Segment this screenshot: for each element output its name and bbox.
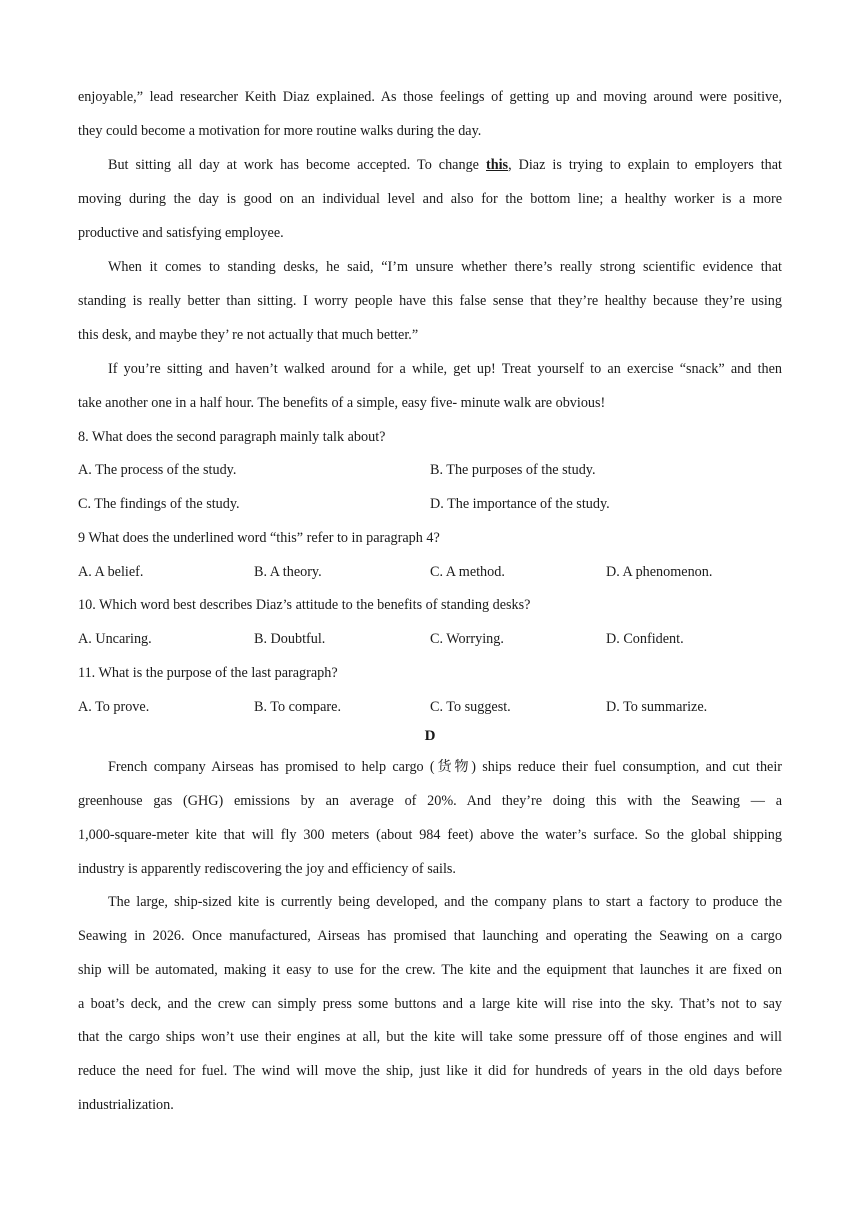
paragraph-line: a boat’s deck, and the crew can simply press some buttons and a large kite will rise into the sky. That’s not to say	[78, 996, 782, 1012]
paragraph-line: ship will be automated, making it easy to use for the crew. The kite and the equipment that launches it are fixed on	[78, 962, 782, 978]
answer-option: A. A belief.	[78, 564, 144, 580]
question-stem: 8. What does the second paragraph mainly talk about?	[78, 429, 386, 445]
question-stem: 9 What does the underlined word “this” refer to in paragraph 4?	[78, 530, 440, 546]
answer-option: A. The process of the study.	[78, 462, 237, 478]
paragraph-line: greenhouse gas (GHG) emissions by an average of 20%. And they’re doing this with the Seawing — a	[78, 793, 782, 809]
paragraph-text: , Diaz is trying to explain to employers that	[508, 157, 782, 173]
paragraph-line: standing is really better than sitting. I worry people have this false sense that they’re healthy because they’re using	[78, 293, 782, 309]
paragraph-line: enjoyable,” lead researcher Keith Diaz explained. As those feelings of getting up and moving around were positive,	[78, 89, 782, 105]
underlined-word-this: this	[485, 157, 509, 173]
answer-option: D. A phenomenon.	[606, 564, 713, 580]
paragraph-line: If you’re sitting and haven’t walked around for a while, get up! Treat yourself to an exercise “snack” and then	[108, 361, 782, 377]
paragraph-line-with-underlined-word	[108, 156, 782, 174]
paragraph-line: When it comes to standing desks, he said, “I’m unsure whether there’s really strong scientific evidence that	[108, 259, 782, 275]
answer-option: B. To compare.	[254, 699, 342, 715]
answer-option: D. Confident.	[606, 631, 684, 647]
question-stem: 10. Which word best describes Diaz’s attitude to the benefits of standing desks?	[78, 597, 531, 613]
paragraph-line: productive and satisfying employee.	[78, 225, 284, 241]
paragraph-line: The large, ship-sized kite is currently being developed, and the company plans to start a factory to produce the	[108, 894, 782, 910]
answer-option: D. The importance of the study.	[430, 496, 610, 512]
answer-option: B. Doubtful.	[254, 631, 326, 647]
paragraph-line: Seawing in 2026. Once manufactured, Airseas has promised that launching and operating the Seawing on a cargo	[78, 928, 782, 944]
answer-option: A. Uncaring.	[78, 631, 152, 647]
answer-option: C. The findings of the study.	[78, 496, 240, 512]
paragraph-line: French company Airseas has promised to help cargo (货物) ships reduce their fuel consumption, and cut their	[108, 759, 782, 775]
paragraph-line: industrialization.	[78, 1097, 174, 1113]
paragraph-line: reduce the need for fuel. The wind will move the ship, just like it did for hundreds of years in the old days before	[78, 1063, 782, 1079]
paragraph-line: industry is apparently rediscovering the joy and efficiency of sails.	[78, 861, 456, 877]
answer-option: B. The purposes of the study.	[430, 462, 596, 478]
paragraph-line: take another one in a half hour. The benefits of a simple, easy five- minute walk are obvious!	[78, 395, 606, 411]
answer-option: A. To prove.	[78, 699, 150, 715]
paragraph-line: moving during the day is good on an individual level and also for the bottom line; a healthy worker is a more	[78, 191, 782, 207]
section-heading: D	[424, 728, 436, 744]
paragraph-line: this desk, and maybe they’ re not actually that much better.”	[78, 327, 419, 343]
answer-option: C. To suggest.	[430, 699, 511, 715]
answer-option: C. Worrying.	[430, 631, 504, 647]
question-stem: 11. What is the purpose of the last paragraph?	[78, 665, 338, 681]
paragraph-line: that the cargo ships won’t use their engines at all, but the kite will take some pressure off of those engines and will	[78, 1029, 782, 1045]
answer-option: D. To summarize.	[606, 699, 708, 715]
answer-option: B. A theory.	[254, 564, 322, 580]
paragraph-line: they could become a motivation for more routine walks during the day.	[78, 123, 482, 139]
paragraph-text: But sitting all day at work has become accepted. To change	[108, 157, 486, 173]
paragraph-line: 1,000-square-meter kite that will fly 300 meters (about 984 feet) above the water’s surface. So the global shipping	[78, 827, 782, 843]
answer-option: C. A method.	[430, 564, 505, 580]
